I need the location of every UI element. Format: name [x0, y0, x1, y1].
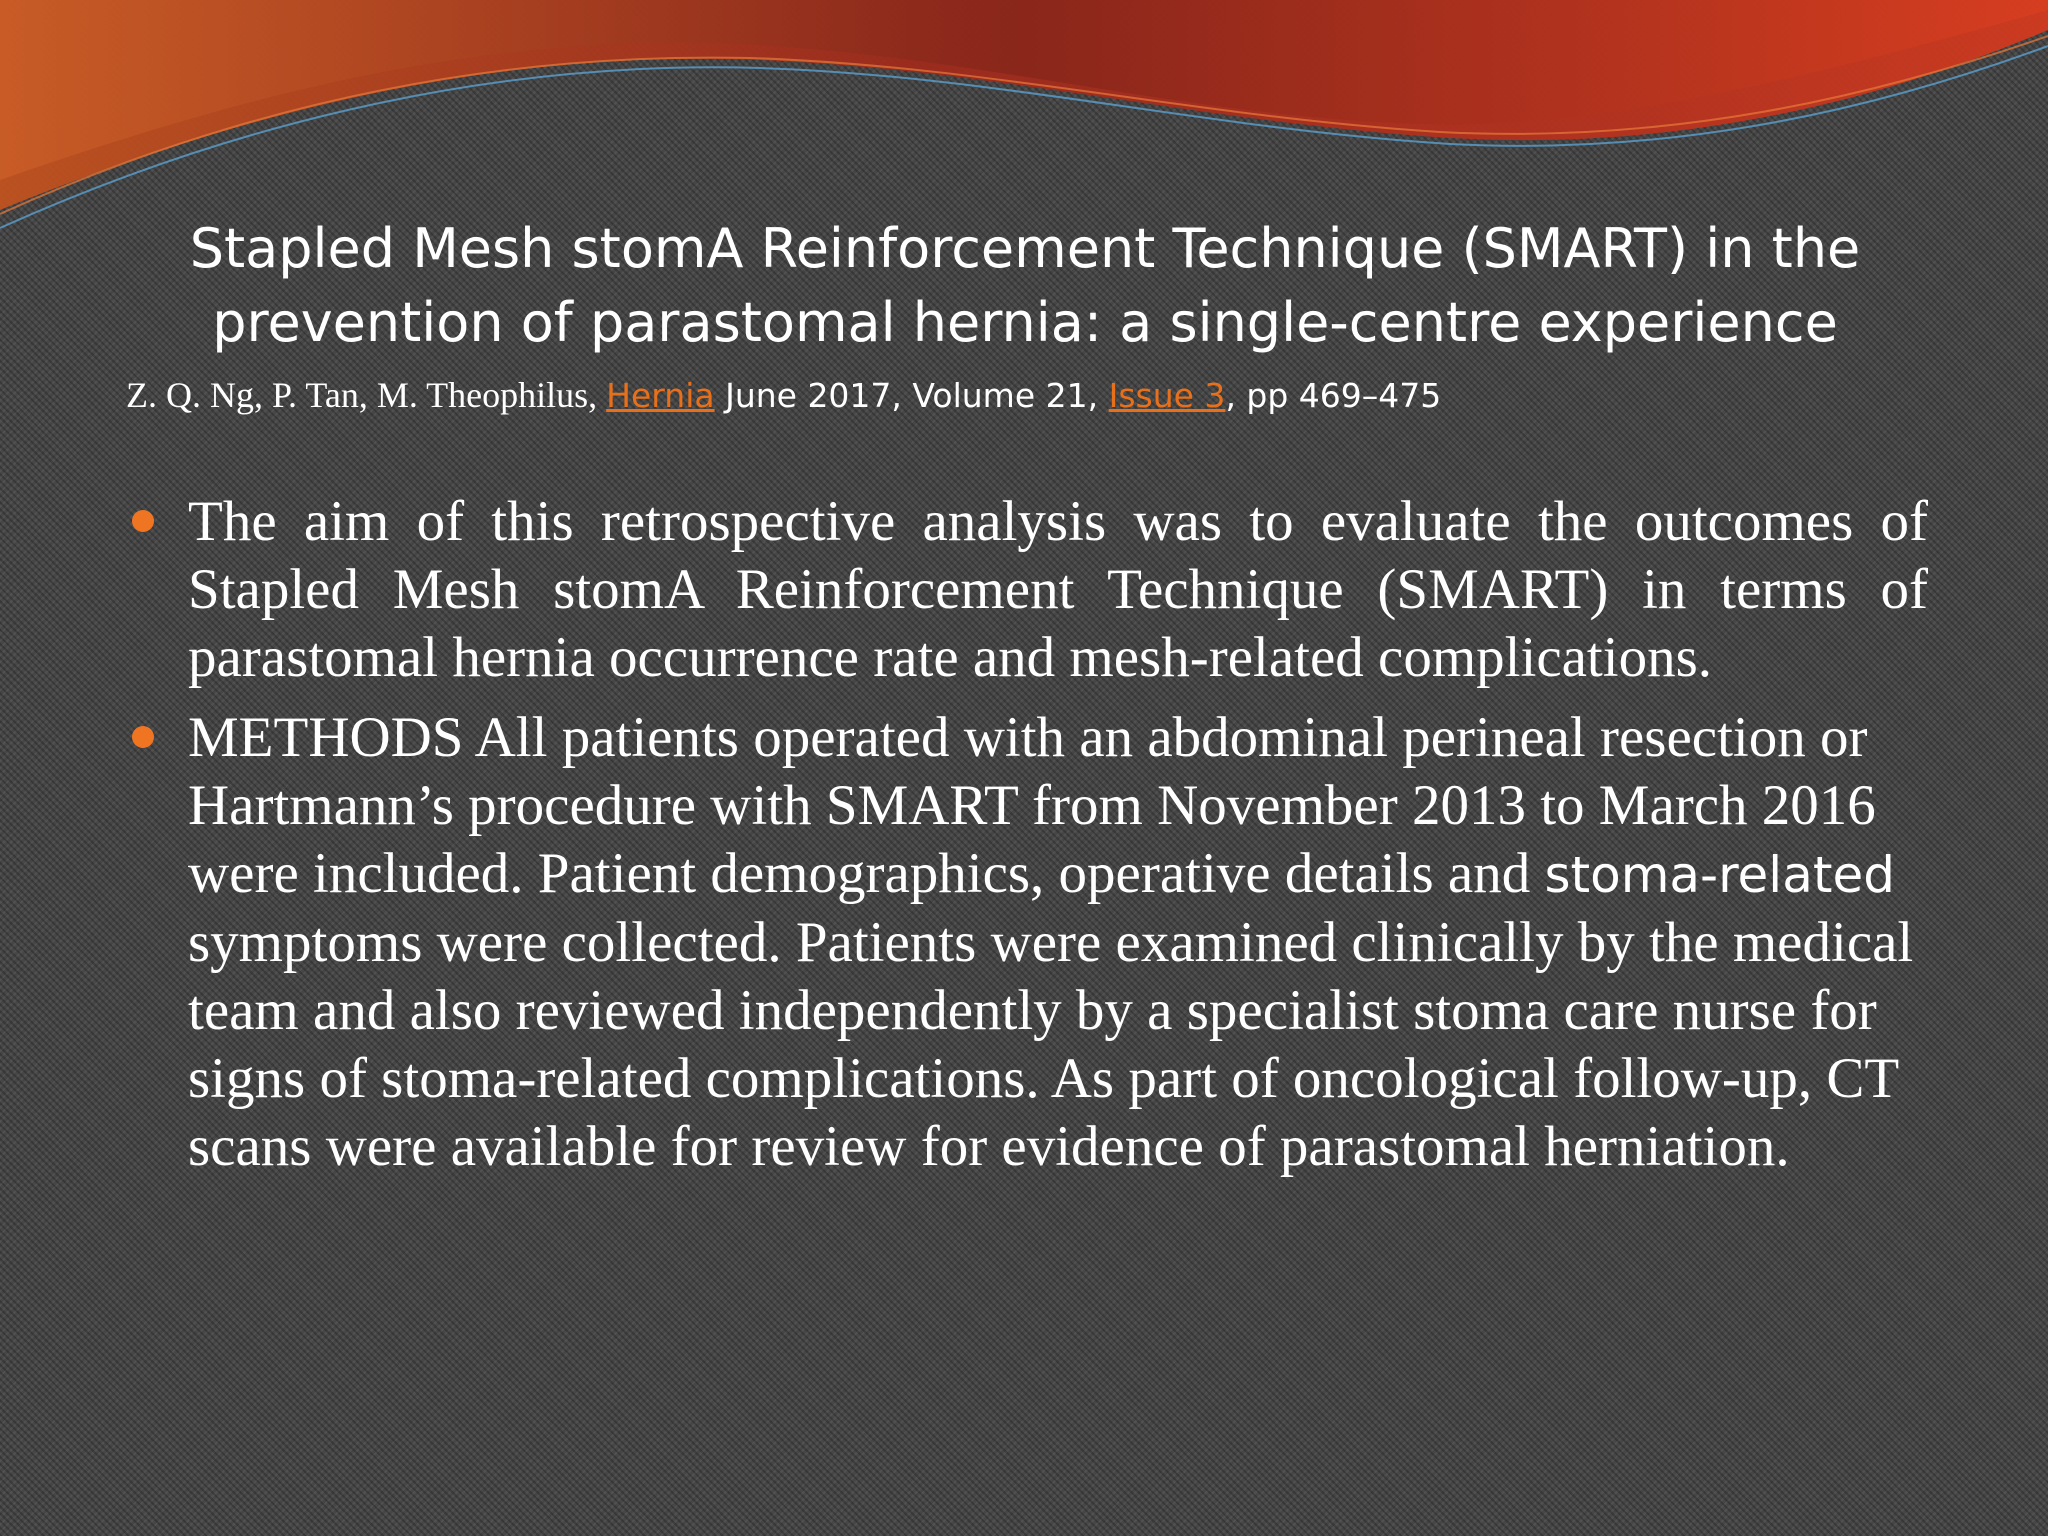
- citation-line: [126, 372, 1976, 419]
- bullet-text-aim: The aim of this retrospective analysis was to evaluate the outcomes of Stapled Mesh stomA Reinforcement Technique (SMART) in terms of parastomal hernia occurrence rate and mesh-related complications.: [188, 490, 1928, 689]
- slide-title-line-1: Stapled Mesh stomA Reinforcement Technique (SMART) in the: [189, 217, 1861, 280]
- bullet-dot-icon: [132, 510, 154, 532]
- bullet-dot-icon: [132, 726, 154, 748]
- slide-title: [100, 212, 1950, 360]
- bullet-text-methods-emphasis: stoma-related: [1544, 846, 1895, 904]
- citation-authors: Z. Q. Ng, P. Tan, M. Theophilus,: [126, 375, 607, 415]
- citation-pages: , pp 469–475: [1225, 376, 1442, 415]
- bullet-list: [130, 488, 1928, 1181]
- issue-link[interactable]: Issue 3: [1108, 376, 1226, 415]
- slide-title-line-2: prevention of parastomal hernia: a single-centre experience: [212, 291, 1838, 354]
- bullet-item-aim: [130, 488, 1928, 692]
- decorative-wave-banner: [0, 0, 2048, 240]
- bullet-item-methods: [130, 704, 1928, 1181]
- bullet-text-methods-start: METHODS All patients operated with an abdominal perineal resection or Hartmann’s procedure with SMART from November 2013 to March 2016 were included. Patient demographics, operative details and: [188, 706, 1876, 905]
- bullet-text-methods-end: symptoms were collected. Patients were examined clinically by the medical team and also reviewed independently by a specialist stoma care nurse for signs of stoma-related complications. As part of oncological follow-up, CT scans were available for review for evidence of parastomal herniation.: [188, 911, 1914, 1178]
- journal-link[interactable]: Hernia: [606, 376, 715, 415]
- citation-date-volume: June 2017, Volume 21,: [714, 376, 1109, 415]
